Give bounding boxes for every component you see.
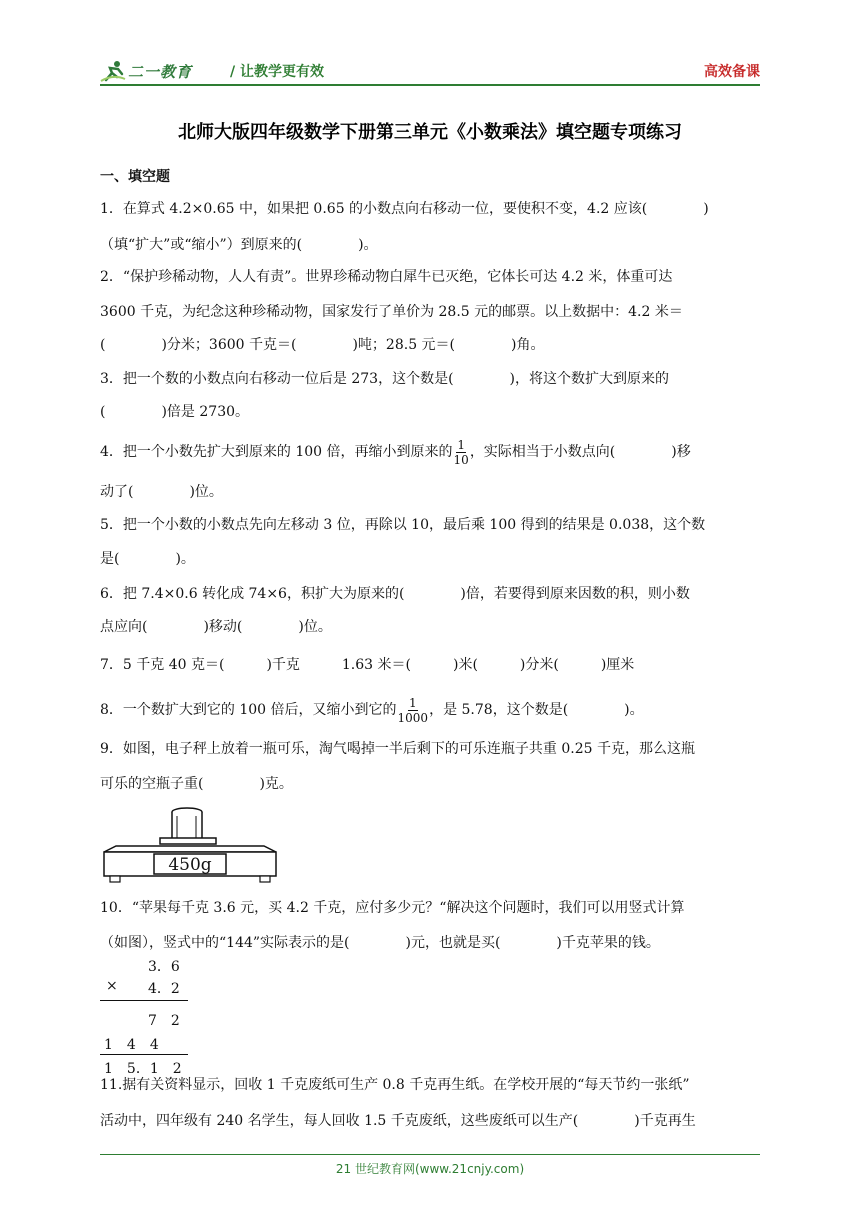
fraction-numerator: 1: [408, 695, 417, 710]
scale-drawing: [100, 802, 280, 886]
question-4-line-1: [100, 435, 691, 469]
calc-rule-1: [100, 1000, 188, 1001]
fraction-denominator: 10: [453, 452, 469, 467]
header-divider: [100, 84, 760, 86]
calc-rule-2: [100, 1054, 188, 1055]
question-8-line-1: [100, 692, 644, 728]
question-9-line-2: 可乐的空瓶子重( )克。: [100, 776, 293, 792]
logo-text: 二一教育: [128, 63, 193, 81]
question-8-text-a: 8．一个数扩大到它的 100 倍后，又缩小到它的: [100, 702, 397, 718]
page-footer: 21 世纪教育网(www.21cnjy.com): [335, 1162, 525, 1176]
runner-logo-icon: [100, 60, 126, 82]
question-11-line-2: 活动中，四年级有 240 名学生，每人回收 1.5 千克废纸，这些废纸可以生产( )千克再生: [100, 1113, 696, 1129]
question-1-line-2: （填“扩大”或“缩小”）到原来的( )。: [100, 237, 378, 253]
fraction-denominator: 1000: [397, 710, 429, 725]
question-2-line-2: 3600 千克，为纪念这种珍稀动物，国家发行了单价为 28.5 元的邮票。以上数据中：4.2 米＝: [100, 304, 683, 320]
question-3-line-1: 3．把一个数的小数点向右移动一位后是 273，这个数是( )，将这个数扩大到原来的: [100, 371, 670, 387]
section-heading: 一、填空题: [100, 169, 170, 185]
header-slogan: / 让教学更有效: [230, 64, 324, 80]
header-badge: 高效备课: [704, 64, 760, 80]
question-8-text-b: ，是 5.78，这个数是( )。: [429, 702, 644, 718]
question-2-line-3: ( )分米；3600 千克＝( )吨；28.5 元＝( )角。: [100, 337, 545, 353]
question-6-line-2: 点应向( )移动( )位。: [100, 619, 332, 635]
question-11-line-1: 11.据有关资料显示，回收 1 千克废纸可生产 0.8 千克再生纸。在学校开展的“每天节约一张纸”: [100, 1077, 690, 1093]
page-title: 北师大版四年级数学下册第三单元《小数乘法》填空题专项练习: [178, 122, 682, 143]
question-5-line-1: 5．把一个小数的小数点先向左移动 3 位，再除以 10，最后乘 100 得到的结果是 0.038，这个数: [100, 517, 706, 533]
question-10-line-2: （如图），竖式中的“144”实际表示的是( )元，也就是买( )千克苹果的钱。: [100, 935, 660, 951]
electronic-scale-figure: [100, 802, 280, 890]
calc-times-sign: ×: [106, 978, 118, 994]
question-6-line-1: 6．把 7.4×0.6 转化成 74×6，积扩大为原来的( )倍，若要得到原来因数的积，则小数: [100, 586, 690, 602]
footer-divider: [100, 1154, 760, 1155]
question-3-line-2: ( )倍是 2730。: [100, 404, 250, 420]
fraction-one-tenth: [454, 438, 469, 467]
question-2-line-1: 2．“保护珍稀动物，人人有责”。世界珍稀动物白犀牛已灭绝，它体长可达 4.2 米，体重可达: [100, 269, 673, 285]
question-4-text-b: ，实际相当于小数点向( )移: [469, 444, 691, 460]
scale-reading: 450g: [168, 855, 212, 875]
question-10-line-1: 10．“苹果每千克 3.6 元，买 4.2 千克，应付多少元？“解决这个问题时，我们可以用竖式计算: [100, 900, 685, 916]
question-9-line-1: 9．如图，电子秤上放着一瓶可乐，淘气喝掉一半后剩下的可乐连瓶子共重 0.25 千克，那么这瓶: [100, 741, 695, 757]
fraction-one-thousandth: [398, 696, 429, 725]
calc-multiplier: 4．2: [148, 981, 180, 997]
calc-product: 1 5．1 2: [104, 1061, 182, 1077]
question-4-line-2: 动了( )位。: [100, 484, 223, 500]
question-5-line-2: 是( )。: [100, 551, 195, 567]
page-header: [100, 56, 760, 84]
question-1-line-1: 1．在算式 4.2×0.65 中，如果把 0.65 的小数点向右移动一位，要使积不变，4.2 应该( ): [100, 201, 709, 217]
question-4-text-a: 4．把一个小数先扩大到原来的 100 倍，再缩小到原来的: [100, 444, 453, 460]
question-7-line-1: 7．5 千克 40 克＝( )千克 1.63 米＝( )米( )分米( )厘米: [100, 657, 635, 673]
calc-partial-1: 7 2: [148, 1013, 180, 1029]
calc-partial-2: 1 4 4: [104, 1037, 159, 1053]
logo: [100, 56, 192, 82]
calc-multiplicand: 3．6: [148, 959, 180, 975]
fraction-numerator: 1: [457, 437, 465, 452]
